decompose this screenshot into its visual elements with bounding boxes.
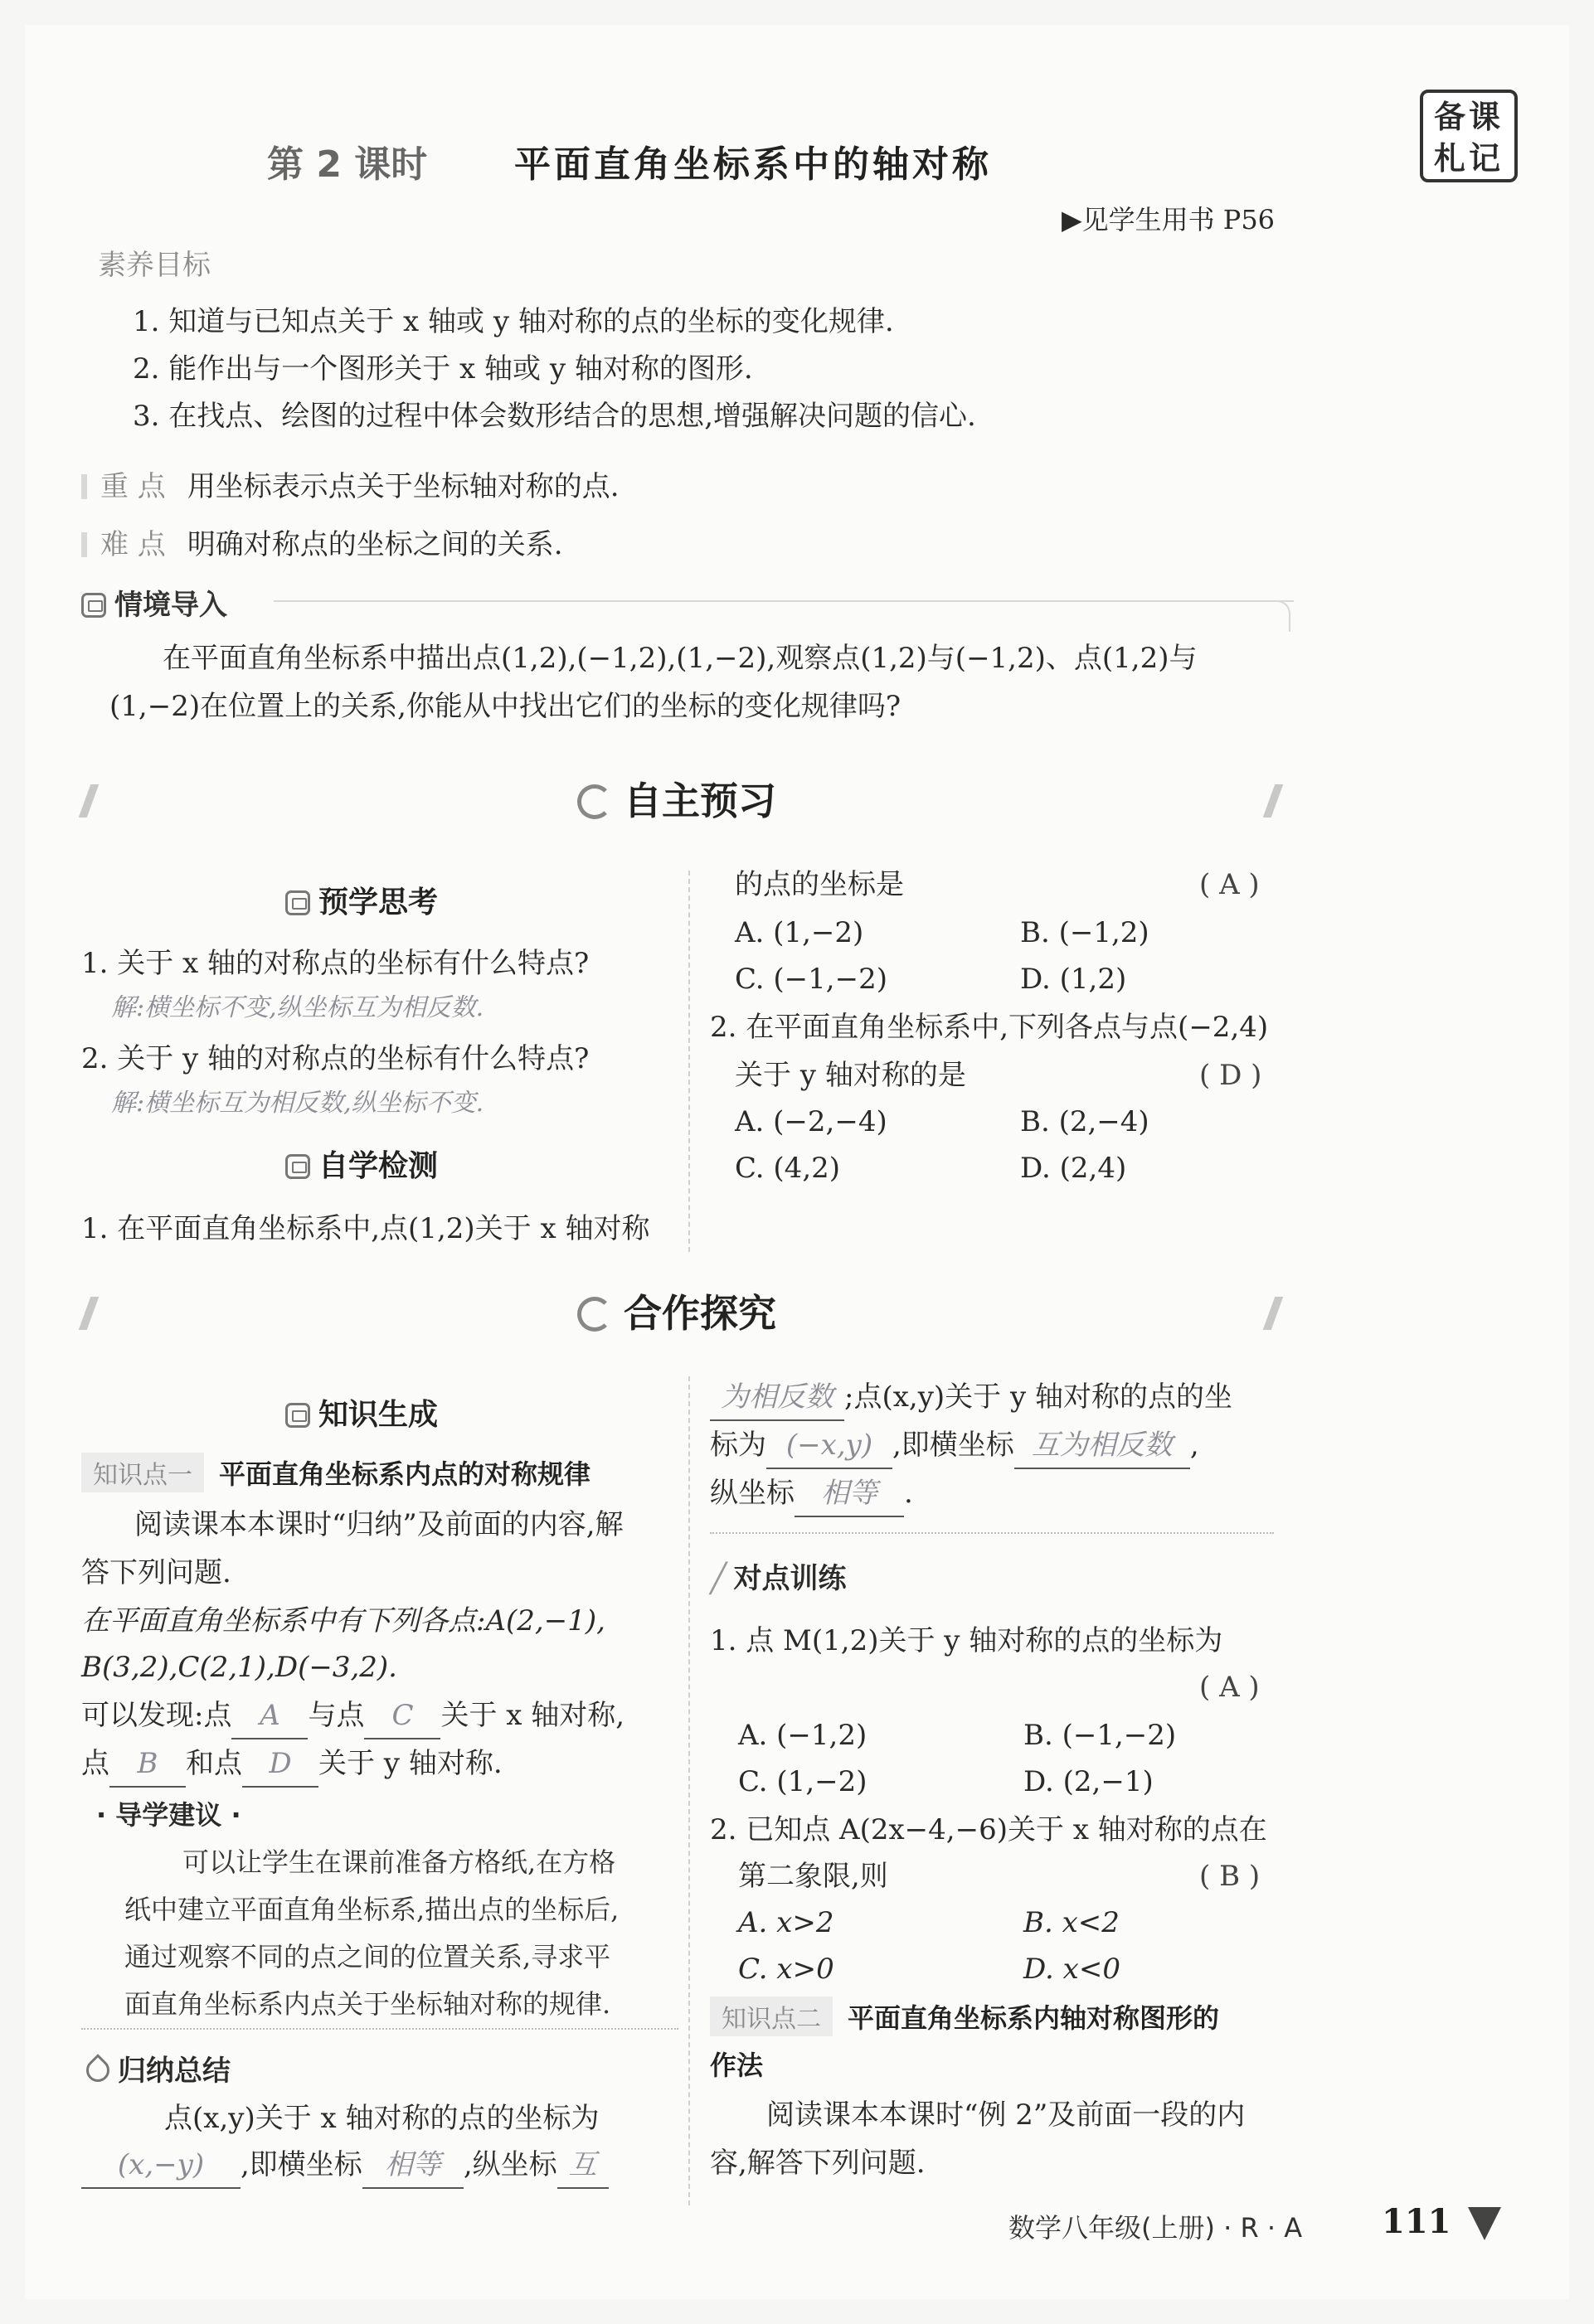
blank-answer-b: B — [109, 1741, 186, 1788]
summary-text: . — [904, 1477, 913, 1510]
kp2-row — [710, 1997, 1219, 2036]
summary-heading-row — [86, 2048, 231, 2089]
intro-icon — [81, 593, 106, 618]
pre-question-2: 2. 关于 y 轴的对称点的坐标有什么特点? — [81, 1042, 590, 1075]
swirl-icon — [577, 784, 612, 819]
check-option: B. (2,−4) — [1020, 1105, 1149, 1138]
knowledge-heading-row — [285, 1391, 438, 1434]
train-heading: 对点训练 — [733, 1562, 847, 1595]
column-divider — [688, 871, 690, 1252]
summary-text: ,即横坐标 — [241, 2148, 362, 2181]
blank-answer-d: D — [242, 1741, 318, 1788]
train-question-2-line-1: 2. 已知点 A(2x−4,−6)关于 x 轴对称的点在 — [710, 1813, 1267, 1846]
summary-line-1: 点(x,y)关于 x 轴对称的点的坐标为 — [164, 2102, 600, 2135]
blank-answer-opposite-1: 为相反数 — [710, 1375, 844, 1421]
self-preview-banner — [577, 771, 776, 826]
summary-line-4 — [710, 1423, 1199, 1469]
train-heading-row — [710, 1555, 846, 1596]
summary-line-3 — [710, 1375, 1232, 1421]
check-option: A. (1,−2) — [735, 916, 864, 949]
difficult-point-bar — [81, 532, 87, 557]
check-option: D. (1,2) — [1020, 963, 1127, 996]
discovery-text: 关于 x 轴对称, — [440, 1699, 625, 1732]
discovery-line-2 — [81, 1741, 503, 1788]
self-check-heading: 自学检测 — [318, 1149, 439, 1183]
key-point-text: 用坐标表示点关于坐标轴对称的点. — [187, 470, 620, 503]
train-option: D. (2,−1) — [1023, 1765, 1154, 1798]
read-line-4: 容,解答下列问题. — [710, 2147, 926, 2180]
page — [25, 25, 1569, 2299]
discovery-line-1 — [81, 1693, 624, 1739]
difficult-point-text: 明确对称点的坐标之间的关系. — [187, 528, 563, 561]
guide-block — [124, 1839, 619, 2028]
summary-text: ;点(x,y)关于 y 轴对称的点的坐 — [844, 1380, 1232, 1414]
intro-heading-row — [81, 582, 227, 623]
pencil-icon: ╱ — [710, 1562, 727, 1595]
explore-banner — [577, 1283, 776, 1338]
blank-answer-x-neg-y: (x,−y) — [81, 2142, 241, 2189]
train-option: A. x>2 — [738, 1906, 834, 1939]
summary-line-2 — [81, 2142, 609, 2189]
explore-title: 合作探究 — [624, 1291, 776, 1336]
check-question-1-line-1: 1. 在平面直角坐标系中,点(1,2)关于 x 轴对称 — [81, 1212, 650, 1245]
check-question-2-line-2: 关于 y 轴对称的是 — [735, 1059, 966, 1092]
pre-answer-2: 解:横坐标互为相反数,纵坐标不变. — [111, 1089, 484, 1118]
intro-text-line-1: 在平面直角坐标系中描出点(1,2),(−1,2),(1,−2),观察点(1,2)与(−1,2)、点(1,2)与 — [163, 642, 1198, 675]
train-option: B. x<2 — [1023, 1906, 1120, 1939]
check-icon — [285, 1154, 310, 1179]
discovery-text: 关于 y 轴对称. — [318, 1747, 503, 1780]
train-question-2-line-2: 第二象限,则 — [738, 1860, 888, 1893]
intro-text-line-2: (1,−2)在位置上的关系,你能从中找出它们的坐标的变化规律吗? — [109, 690, 901, 723]
intro-rule — [274, 600, 1294, 602]
book-name: 数学八年级(上册) · R · A — [1008, 2212, 1303, 2244]
key-point-label: 重 点 — [100, 470, 166, 503]
lesson-title: 平面直角坐标系中的轴对称 — [514, 143, 992, 186]
check-option: C. (−1,−2) — [735, 963, 887, 996]
key-point-bar — [81, 474, 87, 499]
discovery-text: 可以发现:点 — [81, 1699, 232, 1732]
check-question-2-line-1: 2. 在平面直角坐标系中,下列各点与点(−2,4) — [710, 1011, 1269, 1044]
kp2-tag: 知识点二 — [710, 1997, 833, 2036]
check-question-1-line-2: 的点的坐标是 — [735, 868, 904, 901]
train-option: B. (−1,−2) — [1023, 1719, 1177, 1752]
blank-answer-opposite-2: 互为相反数 — [1014, 1423, 1190, 1469]
leaf-icon — [81, 2054, 114, 2087]
check-answer-1: ( A ) — [1199, 868, 1260, 901]
guide-line: 面直角坐标系内点关于坐标轴对称的规律. — [124, 1988, 611, 2020]
goal-item: 2. 能作出与一个图形关于 x 轴或 y 轴对称的图形. — [133, 352, 753, 386]
check-option: B. (−1,2) — [1020, 916, 1149, 949]
train-answer-2: ( B ) — [1199, 1860, 1261, 1893]
pre-answer-1: 解:横坐标不变,纵坐标互为相反数. — [111, 993, 484, 1022]
blank-answer-neg-x-y: (−x,y) — [766, 1423, 892, 1469]
summary-rule — [710, 1532, 1274, 1534]
key-point-row — [81, 464, 620, 509]
goal-item: 3. 在找点、绘图的过程中体会数形结合的思想,增强解决问题的信心. — [133, 400, 976, 433]
lesson-number: 第 2 课时 — [267, 143, 428, 186]
train-option: D. x<0 — [1023, 1953, 1120, 1986]
points-line-2: B(3,2),C(2,1),D(−3,2). — [81, 1651, 397, 1684]
blank-answer-c: C — [364, 1693, 440, 1739]
guide-rule — [81, 2028, 678, 2030]
pre-question-1: 1. 关于 x 轴的对称点的坐标有什么特点? — [81, 947, 590, 980]
summary-heading: 归纳总结 — [118, 2055, 231, 2088]
guide-line: 通过观察不同的点之间的位置关系,寻求平 — [124, 1941, 611, 1972]
guide-heading: · 导学建议 · — [96, 1799, 241, 1831]
guide-line: 纸中建立平面直角坐标系,描出点的坐标后, — [124, 1894, 620, 1925]
summary-text: , — [1189, 1429, 1199, 1462]
intro-rule-corner — [1269, 600, 1290, 632]
goals-heading: 素养目标 — [98, 249, 211, 282]
summary-text: ,即横坐标 — [892, 1429, 1014, 1462]
goal-item: 1. 知道与已知点关于 x 轴或 y 轴对称的点的坐标的变化规律. — [133, 305, 894, 338]
difficult-point-row — [81, 522, 563, 567]
read-line-3: 阅读课本本课时“例 2”及前面一段的内 — [766, 2098, 1246, 2132]
stamp-line-1: 备课 — [1433, 99, 1504, 135]
knowledge-heading: 知识生成 — [318, 1398, 439, 1432]
blank-answer-a: A — [231, 1693, 308, 1739]
read-line-2: 答下列问题. — [81, 1556, 231, 1589]
swirl-icon — [577, 1297, 612, 1332]
goals-list — [133, 298, 976, 440]
guide-line: 可以让学生在课前准备方格纸,在方格 — [182, 1846, 616, 1878]
summary-line-5 — [710, 1471, 913, 1517]
banner-slash-left — [79, 784, 100, 818]
banner-slash-left — [79, 1297, 100, 1330]
intro-heading: 情境导入 — [114, 589, 227, 622]
train-answer-1: ( A ) — [1199, 1671, 1260, 1704]
check-option: D. (2,4) — [1020, 1152, 1127, 1185]
notes-stamp — [1420, 90, 1518, 182]
check-option: A. (−2,−4) — [735, 1105, 887, 1138]
knowledge-icon — [285, 1403, 310, 1428]
summary-text: ,纵坐标 — [463, 2148, 557, 2181]
page-arrow-icon — [1468, 2207, 1501, 2240]
summary-text: 标为 — [710, 1429, 766, 1462]
check-answer-2: ( D ) — [1199, 1059, 1262, 1092]
banner-slash-right — [1263, 784, 1284, 818]
student-book-reference: ▶见学生用书 P56 — [1062, 204, 1276, 235]
train-option: C. (1,−2) — [738, 1765, 867, 1798]
kp1-title: 平面直角坐标系内点的对称规律 — [219, 1458, 591, 1490]
discovery-text: 点 — [81, 1747, 109, 1780]
column-divider — [688, 1376, 690, 2205]
summary-text: 纵坐标 — [710, 1477, 795, 1510]
discovery-text: 和点 — [186, 1747, 242, 1780]
self-check-heading-row — [285, 1143, 438, 1185]
read-line-1: 阅读课本本课时“归纳”及前面的内容,解 — [134, 1508, 624, 1541]
difficult-point-label: 难 点 — [100, 528, 166, 561]
blank-answer-equal-1: 相等 — [362, 2142, 464, 2189]
train-question-1: 1. 点 M(1,2)关于 y 轴对称的点的坐标为 — [710, 1624, 1223, 1657]
blank-answer-hu: 互 — [557, 2142, 609, 2189]
pre-think-heading: 预学思考 — [318, 885, 439, 919]
blank-answer-equal-2: 相等 — [795, 1471, 904, 1517]
pre-think-heading-row — [285, 879, 438, 921]
think-icon — [285, 890, 310, 915]
stamp-line-2: 札记 — [1433, 140, 1504, 177]
kp2-title-line-1: 平面直角坐标系内轴对称图形的 — [848, 2002, 1220, 2034]
check-option: C. (4,2) — [735, 1152, 841, 1185]
kp2-title-line-2: 作法 — [710, 2050, 764, 2081]
page-number: 111 — [1382, 2202, 1451, 2241]
kp1-tag: 知识点一 — [81, 1453, 204, 1492]
points-line-1: 在平面直角坐标系中有下列各点:A(2,−1), — [81, 1604, 605, 1637]
train-option: A. (−1,2) — [738, 1719, 867, 1752]
discovery-text: 与点 — [308, 1699, 365, 1732]
banner-slash-right — [1263, 1297, 1284, 1330]
self-preview-title: 自主预习 — [624, 779, 776, 823]
kp1-row — [81, 1453, 590, 1492]
train-option: C. x>0 — [738, 1953, 834, 1986]
